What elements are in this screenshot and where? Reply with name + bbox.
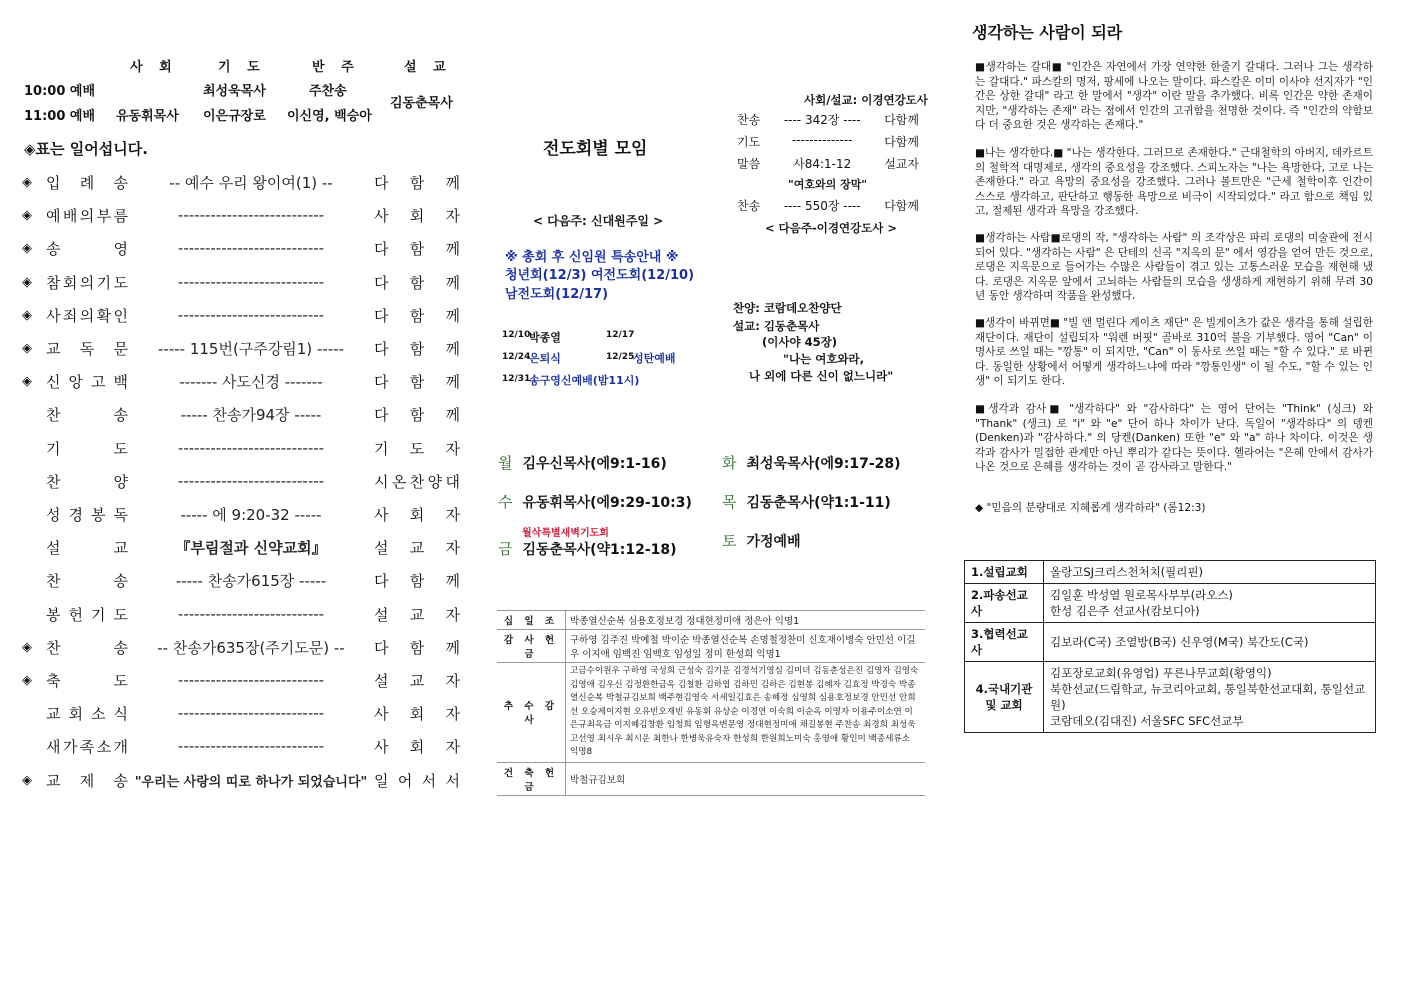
dawn-day <box>722 452 901 473</box>
order-item-name: 교 회 소 식 <box>46 704 128 723</box>
stand-marker: ◈ <box>22 174 32 190</box>
order-item-detail: --------------------------- <box>177 472 325 490</box>
order-item-name: 입 례 송 <box>46 173 128 192</box>
order-item-name: 성 경 봉 독 <box>46 505 128 524</box>
table-row <box>965 584 1376 623</box>
order-item <box>22 337 460 359</box>
order-item-detail: --------------------------- <box>177 605 325 623</box>
evening-sermon-title: "여호와의 장막" <box>788 178 868 191</box>
order-item-who: 다 함 께 <box>374 571 460 590</box>
order-item-name: 설 교 <box>46 538 128 557</box>
notice-line: ※ 총회 후 신임원 특송안내 ※ <box>505 250 679 265</box>
day-label: 금 <box>498 540 513 558</box>
closing-verse: ◆ "믿음의 분량대로 지혜롭게 생각하라" (롬12:3) <box>975 502 1206 514</box>
header-accompaniment: 반 주 <box>312 60 360 75</box>
order-item-who: 사 회 자 <box>374 206 460 225</box>
mission-category: 2.파송선교사 <box>965 584 1044 623</box>
stand-marker: ◈ <box>22 274 32 290</box>
order-item <box>22 735 460 757</box>
service-accompanist: 주찬송 <box>309 84 347 99</box>
offering-label: 감 사 헌 금 <box>497 630 566 663</box>
evening-row-label: 찬송 <box>737 113 761 127</box>
offering-label: 건 축 헌 금 <box>497 762 566 795</box>
day-label: 수 <box>498 493 513 511</box>
order-item-detail: ----- 에 9:20-32 ----- <box>180 505 322 524</box>
offering-names: 박종열신순복 심용호정보경 정대현정미애 정은아 익명1 <box>566 611 926 630</box>
anthem: 찬양: 코람데오찬양단 <box>733 301 842 315</box>
header-prayer: 기 도 <box>218 60 266 75</box>
order-item <box>22 204 460 226</box>
offering-label: 추 수 감 사 <box>497 663 566 763</box>
order-item-name: 찬 양 <box>46 472 128 491</box>
table-row <box>497 611 925 630</box>
dawn-day <box>722 491 891 512</box>
order-item-who: 시 온 찬 양 대 <box>374 472 460 491</box>
order-item-who: 다 함 께 <box>374 339 460 358</box>
mission-entry: 올랑고SJ크리스천처치(필리핀) <box>1050 565 1203 579</box>
offerings-table <box>497 610 925 796</box>
order-item-who: 다 함 께 <box>374 638 460 657</box>
mission-entry: 코람데오(김대진) 서울SFC SFC선교부 <box>1050 714 1244 728</box>
evening-row-who: 설교자 <box>884 157 919 171</box>
dawn-day <box>498 452 667 473</box>
stand-marker: ◈ <box>22 207 32 223</box>
day-text: 최성욱목사(에9:17-28) <box>746 456 901 472</box>
order-item-detail: "우리는 사랑의 띠로 하나가 되었습니다" <box>134 774 368 790</box>
order-item-detail: -- 찬송가635장(주기도문) -- <box>157 638 345 657</box>
order-item-name: 새 가 족 소 개 <box>46 737 128 756</box>
stand-marker: ◈ <box>22 772 32 788</box>
service-prayer: 최성욱목사 <box>203 84 266 99</box>
offering-names: 구하영 김주진 박예철 박이순 박종열신순복 손명철정찬미 신호재이병숙 안민선 이길우 이지애 임백진 임백호 임성일 정미 한성희 익명1 <box>566 630 926 663</box>
evening-row-value: ---- 550장 ---- <box>783 199 861 213</box>
order-item <box>22 669 460 691</box>
table-row <box>497 663 925 763</box>
order-item-who: 일 어 서 서 <box>374 771 460 790</box>
order-item-name: 찬 송 <box>46 638 128 657</box>
stand-marker: ◈ <box>22 340 32 356</box>
order-item <box>22 569 460 591</box>
evening-row-label: 말씀 <box>737 157 761 171</box>
order-title: ◈표는 일어섭니다. <box>24 140 148 158</box>
order-item-who: 기 도 자 <box>374 439 460 458</box>
day-label: 토 <box>722 532 737 550</box>
table-row <box>965 662 1376 733</box>
order-item-who: 다 함 께 <box>374 405 460 424</box>
mission-entry: 북한선교(드림학교, 뉴코리아교회, 통일북한선교대회, 통일선교원) <box>1050 682 1366 712</box>
evening-row <box>737 111 919 128</box>
mission-table <box>964 560 1376 733</box>
order-item <box>22 171 460 193</box>
stand-marker: ◈ <box>22 307 32 323</box>
order-item-detail: --------------------------- <box>177 206 325 224</box>
order-item-detail: --------------------------- <box>177 306 325 324</box>
paragraph: ■생각하는 갈대■ "인간은 자연에서 가장 연약한 한줄기 갈대다. 그러나 그는 생각하는 갈대다." 파스칼의 명저, 팡세에 나오는 말이다. 파스칼은 이미 이사야 선지자가 "인간은 상한 갈대" 라고 한 말에서 "생각" 이란 말을 추가했다. 비록 인간은 약한 존재이지만, "생각하는 존재" 라는 점에서 인간의 고귀함을 천명한 것이다. 즉 "인간의 약함보다 더 중요한 것은 생각하는 존재다." <box>975 61 1373 131</box>
calendar-date: 12/17 <box>606 330 635 340</box>
order-item-detail: --------------------------- <box>177 671 325 689</box>
stand-marker: ◈ <box>22 373 32 389</box>
evening-leader: 사회/설교: 이경연강도사 <box>804 93 928 107</box>
order-item-who: 다 함 께 <box>374 173 460 192</box>
mission-entry: 김일훈 박성열 원로목사부부(라오스) <box>1050 588 1233 602</box>
order-item-who: 다 함 께 <box>374 306 460 325</box>
order-item-detail: 『부림절과 신약교회』 <box>175 538 327 557</box>
order-item <box>22 536 460 558</box>
order-item <box>22 470 460 492</box>
order-item-name: 봉 헌 기 도 <box>46 605 128 624</box>
evening-row-value: 사84:1-12 <box>793 157 852 171</box>
header-host: 사 회 <box>130 60 178 75</box>
paragraph: ■생각과 감사■ "생각하다" 와 "감사하다" 는 영어 단어는 "Think" (싱크) 와 "Thank" (생크) 로 "i" 와 "e" 단어 하나 차이가 난다. 독일어 "생각하다" 의 뎅켄(Denken)과 "감사하다." 의 당켄(Danken) 또한 "e" 와 "a" 하나 차이다. 이것은 생각과 감사가 밀접한 관계만 아닌 뿌리가 같다는 뜻이다. 헬라어는 "은혜 안에서 감사가 나온 것으로 은혜를 생각하는 것이 곧 감사라고 말한다." <box>975 403 1373 473</box>
order-item-name: 신 앙 고 백 <box>46 372 128 391</box>
table-row <box>497 762 925 795</box>
mission-category: 1.설립교회 <box>965 561 1044 584</box>
paragraph: ■생각하는 사람■로댕의 작, "생각하는 사람" 의 조각상은 파리 로댕의 미술관에 전시되어 있다. "생각하는 사람" 은 단테의 신곡 "지옥의 문" 에서 영감을 얻어 만든 것으로, 로댕은 지옥문으로 들어가는 수많은 사람들이 겪고 있는 고통스러운 모습을 재현해 냈다. 로댕은 지옥문 앞에서 고뇌하는 사람들의 모습을 생생하게 재현하기 위해 무려 30년 동안 생각하며 작품을 완성했다. <box>975 232 1373 302</box>
column-title: 생각하는 사람이 되라 <box>972 23 1123 42</box>
paragraph: ■나는 생각한다.■ "나는 생각한다. 그러므로 존재한다." 근대철학의 아버지, 데카르트의 철학적 대명제로, 생각의 중요성을 강조했다. 스피노자는 "나는 욕망한다, 고로 나는 존재한다." 라고 욕망의 중요성을 강조했다. 그러나 볼트만은 "근세 철학이후 인간이 스스로 생각하고, 판단하고 행동한 욕망으로 비극이 시작되었다." 라고 함으로 책임 있고, 절제된 생각과 욕망을 강조했다. <box>975 147 1373 217</box>
calendar-event: 성탄예배 <box>633 352 676 365</box>
table-row <box>965 623 1376 662</box>
order-item-who: 설 교 자 <box>374 605 460 624</box>
service-accompanist: 이신영, 백승아 <box>287 109 372 124</box>
day-label: 화 <box>722 454 737 472</box>
day-text: 유동휘목사(에9:29-10:3) <box>522 495 692 511</box>
evening-row <box>737 133 919 150</box>
order-item <box>22 636 460 658</box>
order-item-who: 설 교 자 <box>374 671 460 690</box>
order-item-detail: ----- 찬송가94장 ----- <box>180 405 322 424</box>
calendar-event: 은퇴식 <box>529 352 561 365</box>
order-item-who: 다 함 께 <box>374 273 460 292</box>
service-host: 유동휘목사 <box>116 109 179 124</box>
table-row <box>965 561 1376 584</box>
order-item <box>22 304 460 326</box>
mission-entry: 김포장로교회(유영업) 푸른나무교회(황영익) <box>1050 666 1272 680</box>
evening-row-value: -------------- <box>791 133 853 147</box>
calendar-event: 송구영신예배(밤11시) <box>529 374 640 387</box>
paragraph: ■생각이 바뀌면■ "빌 앤 멀린다 게이츠 재단" 은 빌게이츠가 값은 생각을 통해 설립한 재단이다. 재단이 설립되자 "워렌 버핏" 골바로 310억 불을 기부했다. 영어 "Can" 이 명사로 쓰일 때는 "깡통" 이 되지만, "Can" 이 동사로 쓰일 때는 "할 수 있다." 로 바뀐다. 동일한 상황에서 어떻게 생각하느냐에 따라 "깡통인생" 이 될 수도, "할 수 있는 인생" 이 되기도 한다. <box>975 317 1373 387</box>
calendar-date: 12/24 <box>502 352 531 362</box>
order-item-name: 축 도 <box>46 671 128 690</box>
evening-row <box>737 155 919 172</box>
order-item-detail: -- 예수 우리 왕이여(1) -- <box>169 173 333 192</box>
order-item <box>22 237 460 259</box>
evening-row-who: 다함께 <box>884 113 919 127</box>
dawn-day <box>722 530 801 551</box>
notice-line: 남전도회(12/17) <box>505 287 609 302</box>
service-prayer: 이은규장로 <box>203 109 266 124</box>
order-item-detail: --------------------------- <box>177 704 325 722</box>
offering-names: 고금수이원우 구하영 국성희 근성숙 김기운 김경석기영심 김미녀 김동춘성은진 김영자 김영숙 김영애 김우신 김정환한금옥 김철환 김하엽 김하민 김하은 김현봉 김혜자 김효정 박경숙 박종열신순복 박철규김보희 백주현김영숙 서세일김효은 송혜정 심영희 심용호정보경 안민선 안희선 오승제이지현 오유빈오재빈 유동휘 유상순 이경연 이숙희 이순옥 이영자 이용주이소연 이은규최옥금 이지혜김창환 임청희 임형옥변문영 정대현정미애 채길봉현 주찬송 최경희 최성욱고선영 최시우 최시운 최한나 한병욱유숙자 한성희 한원희노미숙 홍영애 황인미 백종세류소 익명8 <box>566 663 926 763</box>
order-item <box>22 503 460 525</box>
evening-row-label: 기도 <box>737 135 761 149</box>
day-label: 월 <box>498 454 513 472</box>
offering-names: 박철규김보희 <box>566 762 926 795</box>
order-item <box>22 403 460 425</box>
dawn-day <box>498 491 692 512</box>
day-text: 김우신목사(에9:1-16) <box>522 456 667 472</box>
dawn-day <box>498 538 677 559</box>
offering-label: 십 일 조 <box>497 611 566 630</box>
stand-marker: ◈ <box>22 240 32 256</box>
service-preacher: 김동춘목사 <box>390 96 453 111</box>
order-item <box>22 437 460 459</box>
order-item-who: 사 회 자 <box>374 737 460 756</box>
evening-row-who: 다함께 <box>884 135 919 149</box>
order-item-detail: --------------------------- <box>177 239 325 257</box>
order-item-name: 교 독 문 <box>46 339 128 358</box>
day-text: 김동춘목사(약1:1-11) <box>746 495 891 511</box>
order-item-name: 찬 송 <box>46 405 128 424</box>
order-item-who: 다 함 께 <box>374 372 460 391</box>
order-item-detail: --------------------------- <box>177 737 325 755</box>
mission-entry: 한성 김은주 선교사(캄보디아) <box>1050 604 1200 618</box>
evening-row-who: 다함께 <box>884 199 919 213</box>
evening-row <box>737 197 919 214</box>
order-item <box>22 702 460 724</box>
header-sermon: 설 교 <box>404 60 452 75</box>
order-item-name: 송 영 <box>46 239 128 258</box>
order-item-name: 찬 송 <box>46 571 128 590</box>
stand-marker: ◈ <box>22 672 32 688</box>
sermon-line: 설교: 김동춘목사 <box>733 319 820 333</box>
calendar-date: 12/31 <box>502 374 531 384</box>
quote-line: "나는 여호와라, <box>783 352 865 366</box>
order-item-name: 참 회 의 기 도 <box>46 273 128 292</box>
mission-entry: 김보라(C국) 조열방(B국) 신우영(M국) 북간도(C국) <box>1050 635 1309 649</box>
next-week-label: < 다음주: 신대원주일 > <box>533 214 664 228</box>
order-item-detail: --------------------------- <box>177 273 325 291</box>
order-item-name: 예 배 의 부 름 <box>46 206 128 225</box>
day-text: 김동춘목사(약1:12-18) <box>522 542 677 558</box>
order-item <box>22 769 460 791</box>
meeting-title: 전도회별 모임 <box>543 139 648 159</box>
calendar-date: 12/10 <box>502 330 531 340</box>
service-time: 11:00 예배 <box>24 109 96 124</box>
dawn-note: 월삭특별새벽기도회 <box>522 528 609 539</box>
order-item-detail: ------- 사도신경 ------- <box>179 372 323 391</box>
order-item-detail: --------------------------- <box>177 439 325 457</box>
order-item <box>22 271 460 293</box>
evening-next: < 다음주-이경연강도사 > <box>765 221 898 235</box>
service-time: 10:00 예배 <box>24 84 96 99</box>
mission-category: 3.협력선교사 <box>965 623 1044 662</box>
day-label: 목 <box>722 493 737 511</box>
scripture-ref: (이사야 45장) <box>762 335 837 349</box>
evening-row-label: 찬송 <box>737 199 761 213</box>
order-item-detail: ----- 찬송가615장 ----- <box>175 571 327 590</box>
notice-line: 청년회(12/3) 여전도회(12/10) <box>505 268 695 283</box>
evening-row-value: ---- 342장 ---- <box>783 113 861 127</box>
order-item-name: 기 도 <box>46 439 128 458</box>
order-item-detail: ----- 115번(구주강림1) ----- <box>158 339 344 358</box>
order-item-who: 설 교 자 <box>374 538 460 557</box>
calendar-event: 박종열 <box>529 331 561 344</box>
order-item <box>22 603 460 625</box>
calendar-date: 12/25 <box>606 352 635 362</box>
order-item-name: 사 죄 의 확 인 <box>46 306 128 325</box>
mission-category: 4.국내기관 및 교회 <box>965 662 1044 733</box>
order-item-who: 다 함 께 <box>374 239 460 258</box>
order-item <box>22 370 460 392</box>
order-item-name: 교 제 송 <box>46 771 128 790</box>
quote-line: 나 외에 다른 신이 없느니라" <box>749 369 894 383</box>
order-item-who: 사 회 자 <box>374 505 460 524</box>
stand-marker: ◈ <box>22 639 32 655</box>
order-item-who: 사 회 자 <box>374 704 460 723</box>
day-text: 가정예배 <box>746 534 801 550</box>
table-row <box>497 630 925 663</box>
